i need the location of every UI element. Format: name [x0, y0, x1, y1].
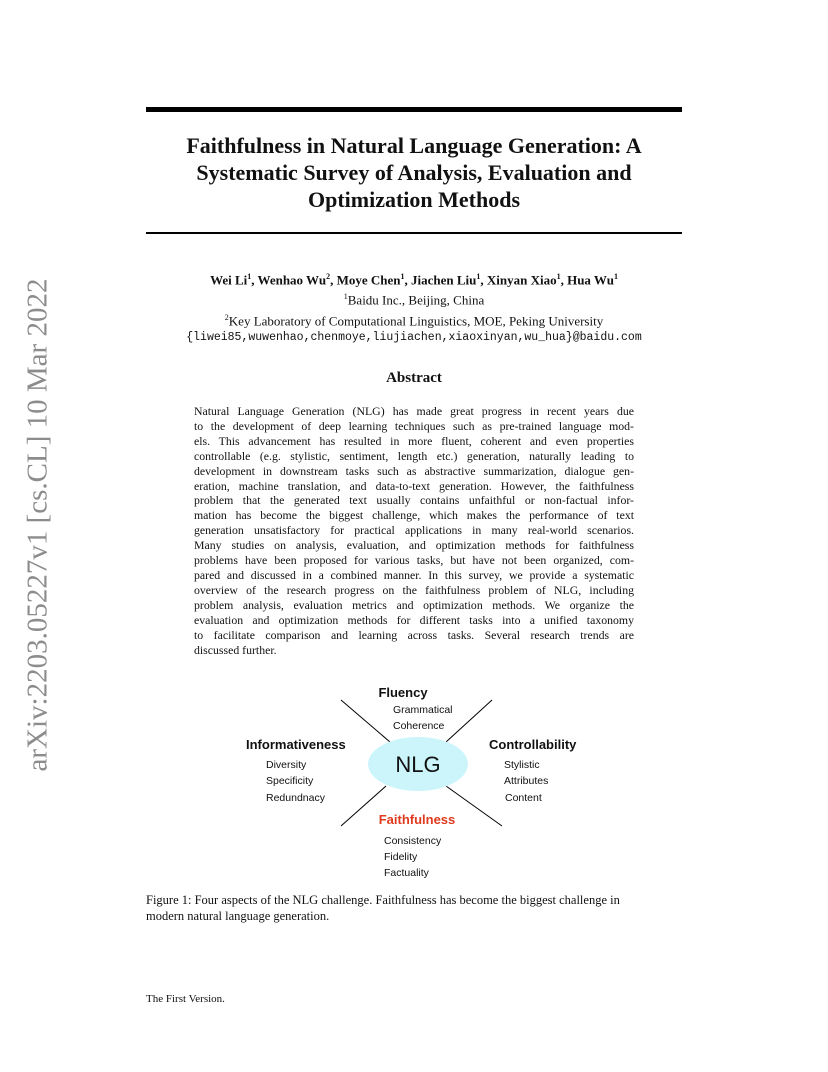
- abstract-line: generation unsatisfactory for practical applications in many real-world scenarios.: [194, 523, 634, 538]
- abstract-line: discussed further.: [194, 642, 277, 657]
- figure-nlg-aspects: [146, 678, 682, 888]
- author-name: Hua Wu: [567, 272, 614, 288]
- author-emails: {liwei85,wuwenhao,chenmoye,liujiachen,xiaoxinyan,wu_hua}@baidu.com: [186, 330, 642, 344]
- abstract-line: to facilitate comparison and learning across tasks. Several research trends are: [194, 627, 634, 642]
- title-top-rule: [146, 107, 682, 112]
- author-affil-sup: 1: [613, 272, 618, 281]
- abstract-line: Natural Language Generation (NLG) has made great progress in recent years due: [194, 404, 634, 418]
- author-affil-sup: 1: [556, 272, 561, 281]
- title-bottom-rule: [146, 232, 682, 234]
- title-line: Systematic Survey of Analysis, Evaluation and: [196, 160, 632, 185]
- caption-line: Figure 1: Four aspects of the NLG challenge. Faithfulness has become the biggest challenge in: [146, 893, 620, 907]
- affiliation-1: [146, 288, 682, 308]
- faithfulness-title: Faithfulness: [378, 812, 456, 827]
- affil-sup: 2: [224, 312, 229, 322]
- faithfulness-item: Factuality: [384, 867, 429, 879]
- controllability-item: Stylistic: [504, 759, 540, 771]
- abstract-line: overview of the research progress on the faithfulness problem of NLG, including: [194, 582, 634, 597]
- controllability-title: Controllability: [489, 737, 577, 752]
- caption-line: modern natural language generation.: [146, 908, 330, 923]
- abstract-line: mation has become the biggest challenge, which makes the performance of text: [194, 508, 634, 523]
- faithfulness-item: Fidelity: [384, 851, 418, 863]
- nlg-diagram: [146, 678, 682, 888]
- abstract-line: to the development of deep learning techniques such as pre-trained language mod-: [194, 418, 634, 433]
- paper-title: [146, 132, 682, 213]
- author-names: Wei Li$^1$, Wenhao Wu$^2$, Moye Chen$^1$, Jiachen Liu$^1$, Xinyan Xiao$^1$, Hua Wu$^1$: [210, 272, 618, 288]
- title-line: Optimization Methods: [307, 187, 521, 212]
- title-line: Faithfulness in Natural Language Generation: A: [186, 133, 642, 158]
- abstract-line: problem that the generated text usually contains unfaithful or non-factual infor-: [194, 493, 634, 508]
- abstract-line: problem analysis, evaluation metrics and optimization methods. We organize the: [194, 597, 634, 612]
- author-name: Jiachen Liu: [410, 272, 477, 288]
- footnote: The First Version.: [146, 993, 225, 1005]
- author-name: Wei Li: [210, 272, 248, 288]
- controllability-item: Content: [505, 792, 542, 804]
- diagram-line-top-right: [446, 700, 492, 742]
- author-name: Wenhao Wu: [257, 272, 327, 288]
- abstract-line: controllable (e.g. stylistic, sentiment, length etc.) generation, naturally leading to: [194, 448, 634, 463]
- faithfulness-item: Consistency: [384, 835, 442, 847]
- informativeness-item: Redundnacy: [266, 792, 325, 804]
- abstract-body: [194, 404, 634, 657]
- abstract-line: pared and discussed in a combined manner. In this survey, we provide a systematic: [194, 567, 634, 582]
- abstract-line: els. This advancement has resulted in more fluent, coherent and even properties: [194, 433, 634, 448]
- abstract-line: evaluation and optimization methods for different tasks into a unified taxonomy: [194, 612, 634, 627]
- author-name: Xinyan Xiao: [486, 272, 557, 288]
- author-name: Moye Chen: [336, 272, 401, 288]
- abstract-line: development in downstream tasks such as abstractive summarization, dialogue gen-: [194, 463, 634, 478]
- fluency-title: Fluency: [378, 685, 428, 700]
- affil-sup: 1: [343, 292, 348, 302]
- abstract-line: problems have been proposed for various tasks, but have not been organized, com-: [194, 553, 634, 568]
- abstract-line: Many studies on analysis, evaluation, and optimization methods for faithfulness: [194, 538, 634, 553]
- author-affil-sup: 1: [247, 272, 252, 281]
- informativeness-item: Diversity: [266, 759, 307, 771]
- abstract-line: eration, machine translation, and data-to-text generation. However, the faithfulness: [194, 478, 634, 493]
- affil-text: Key Laboratory of Computational Linguistics, MOE, Peking University: [228, 312, 604, 328]
- controllability-item: Attributes: [504, 775, 549, 787]
- fluency-item: Grammatical: [393, 704, 453, 716]
- author-affil-sup: 1: [476, 272, 481, 281]
- arxiv-sidebar-stamp: arXiv:2203.05227v1 [cs.CL] 10 Mar 2022: [21, 278, 54, 772]
- affil-text: Baidu Inc., Beijing, China: [347, 292, 485, 308]
- author-affil-sup: 1: [400, 272, 405, 281]
- fluency-item: Coherence: [393, 720, 445, 732]
- affiliation-2: [146, 309, 682, 329]
- abstract-heading: Abstract: [386, 370, 442, 386]
- author-affil-sup: 2: [326, 272, 331, 281]
- author-block: [146, 268, 682, 346]
- diagram-line-top-left: [341, 700, 390, 742]
- informativeness-title: Informativeness: [246, 737, 346, 752]
- figure-caption: [146, 893, 682, 924]
- informativeness-item: Specificity: [266, 775, 314, 787]
- nlg-label: NLG: [395, 752, 441, 777]
